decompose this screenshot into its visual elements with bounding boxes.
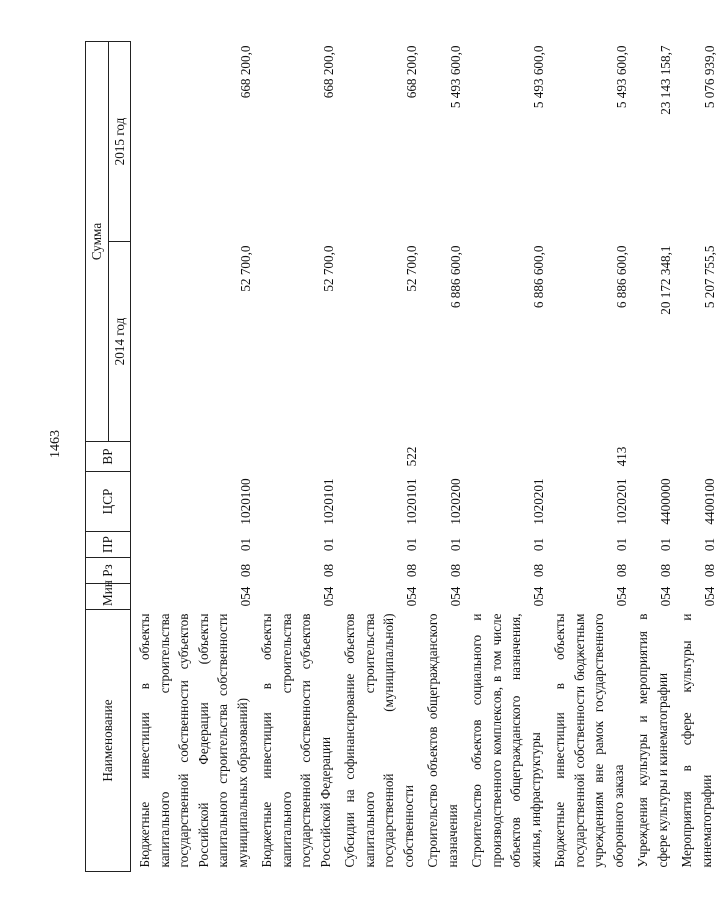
header-min: Мин — [86, 584, 131, 610]
row-vr — [631, 442, 675, 472]
row-vr — [255, 442, 338, 472]
row-rz: 08 — [657, 563, 673, 578]
row-pr: 01 — [447, 537, 463, 552]
row-vr — [131, 442, 256, 472]
table-row — [421, 42, 465, 872]
table-row — [338, 42, 421, 872]
row-min: 054 — [613, 586, 629, 607]
row-rz: 08 — [613, 563, 629, 578]
row-sum-2014: 52 700,0 — [320, 245, 336, 292]
row-name: Бюджетные инвестиции в объекты государственной собственности бюджетным учреждениям вне рамок государственного оборонного заказа — [552, 613, 626, 868]
header-name: Наименование — [86, 610, 131, 872]
row-vr: 522 — [403, 446, 419, 467]
row-sum-2014: 5 207 755,5 — [701, 245, 717, 309]
page-number: 1463 — [48, 430, 63, 458]
row-name: Субсидии на софинансирование объектов капитального строительства государственной (муниципальной) собственности — [342, 613, 416, 868]
row-csr: 4400000 — [657, 478, 673, 525]
row-csr: 1020100 — [237, 478, 253, 525]
row-pr: 01 — [613, 537, 629, 552]
row-pr: 01 — [320, 537, 336, 552]
header-pr: ПР — [86, 532, 131, 558]
row-sum-2014: 52 700,0 — [237, 245, 253, 292]
row-vr: 413 — [613, 446, 629, 467]
budget-table — [85, 41, 719, 872]
row-csr: 1020101 — [320, 478, 336, 525]
row-rz: 08 — [447, 563, 463, 578]
row-sum-2014: 20 172 348,1 — [657, 245, 673, 315]
row-name: Учреждения культуры и мероприятия в сфере культуры и кинематографии — [635, 613, 670, 868]
row-vr — [675, 442, 719, 472]
row-name: Бюджетные инвестиции в объекты капитального строительства государственной собственности субъектов Российской Федерации (объекты капитального строительства собственности муниципальных образований) — [137, 613, 250, 868]
row-rz: 08 — [403, 563, 419, 578]
header-sum: Сумма — [86, 42, 109, 442]
row-sum-2015: 668 200,0 — [320, 45, 336, 99]
row-vr — [421, 442, 465, 472]
row-pr: 01 — [701, 537, 717, 552]
row-sum-2014: 6 886 600,0 — [447, 245, 463, 309]
row-name: Строительство объектов общегражданского назначения — [425, 613, 460, 868]
header-year-2014: 2014 год — [108, 242, 131, 442]
row-sum-2015: 5 493 600,0 — [613, 45, 629, 109]
header-rz: Рз — [86, 558, 131, 584]
row-name: Строительство объектов социального и производственного комплексов, в том числе объектов общегражданского назначения, жилья, инфраструктуры — [469, 613, 543, 868]
row-sum-2014: 52 700,0 — [403, 245, 419, 292]
header-csr: ЦСР — [86, 472, 131, 532]
row-csr: 1020201 — [530, 478, 546, 525]
row-vr — [465, 442, 548, 472]
row-name: Мероприятия в сфере культуры и кинематографии — [679, 613, 714, 868]
row-min: 054 — [701, 586, 717, 607]
table-row — [631, 42, 675, 872]
row-sum-2015: 5 076 939,0 — [701, 45, 717, 109]
row-csr: 1020201 — [613, 478, 629, 525]
row-rz: 08 — [701, 563, 717, 578]
table-row — [548, 42, 631, 872]
row-pr: 01 — [657, 537, 673, 552]
row-pr: 01 — [530, 537, 546, 552]
row-rz: 08 — [320, 563, 336, 578]
row-sum-2015: 5 493 600,0 — [447, 45, 463, 109]
row-rz: 08 — [530, 563, 546, 578]
row-sum-2015: 5 493 600,0 — [530, 45, 546, 109]
header-vr: ВР — [86, 442, 131, 472]
table-row — [675, 42, 719, 872]
table-row — [255, 42, 338, 872]
row-name: Бюджетные инвестиции в объекты капитального строительства государственной собственности субъектов Российской Федерации — [259, 613, 333, 868]
row-sum-2014: 6 886 600,0 — [530, 245, 546, 309]
row-csr: 1020200 — [447, 478, 463, 525]
row-min: 054 — [403, 586, 419, 607]
row-pr: 01 — [237, 537, 253, 552]
row-rz: 08 — [237, 563, 253, 578]
row-pr: 01 — [403, 537, 419, 552]
row-sum-2015: 668 200,0 — [403, 45, 419, 99]
table-row — [131, 42, 256, 872]
row-min: 054 — [657, 586, 673, 607]
row-min: 054 — [320, 586, 336, 607]
row-sum-2015: 668 200,0 — [237, 45, 253, 99]
row-min: 054 — [237, 586, 253, 607]
row-csr: 4400100 — [701, 478, 717, 525]
row-min: 054 — [530, 586, 546, 607]
row-sum-2015: 23 143 158,7 — [657, 45, 673, 115]
row-sum-2014: 6 886 600,0 — [613, 245, 629, 309]
header-year-2015: 2015 год — [108, 42, 131, 242]
rotated-page-content — [85, 42, 717, 872]
table-row — [465, 42, 548, 872]
row-csr: 1020101 — [403, 478, 419, 525]
row-min: 054 — [447, 586, 463, 607]
